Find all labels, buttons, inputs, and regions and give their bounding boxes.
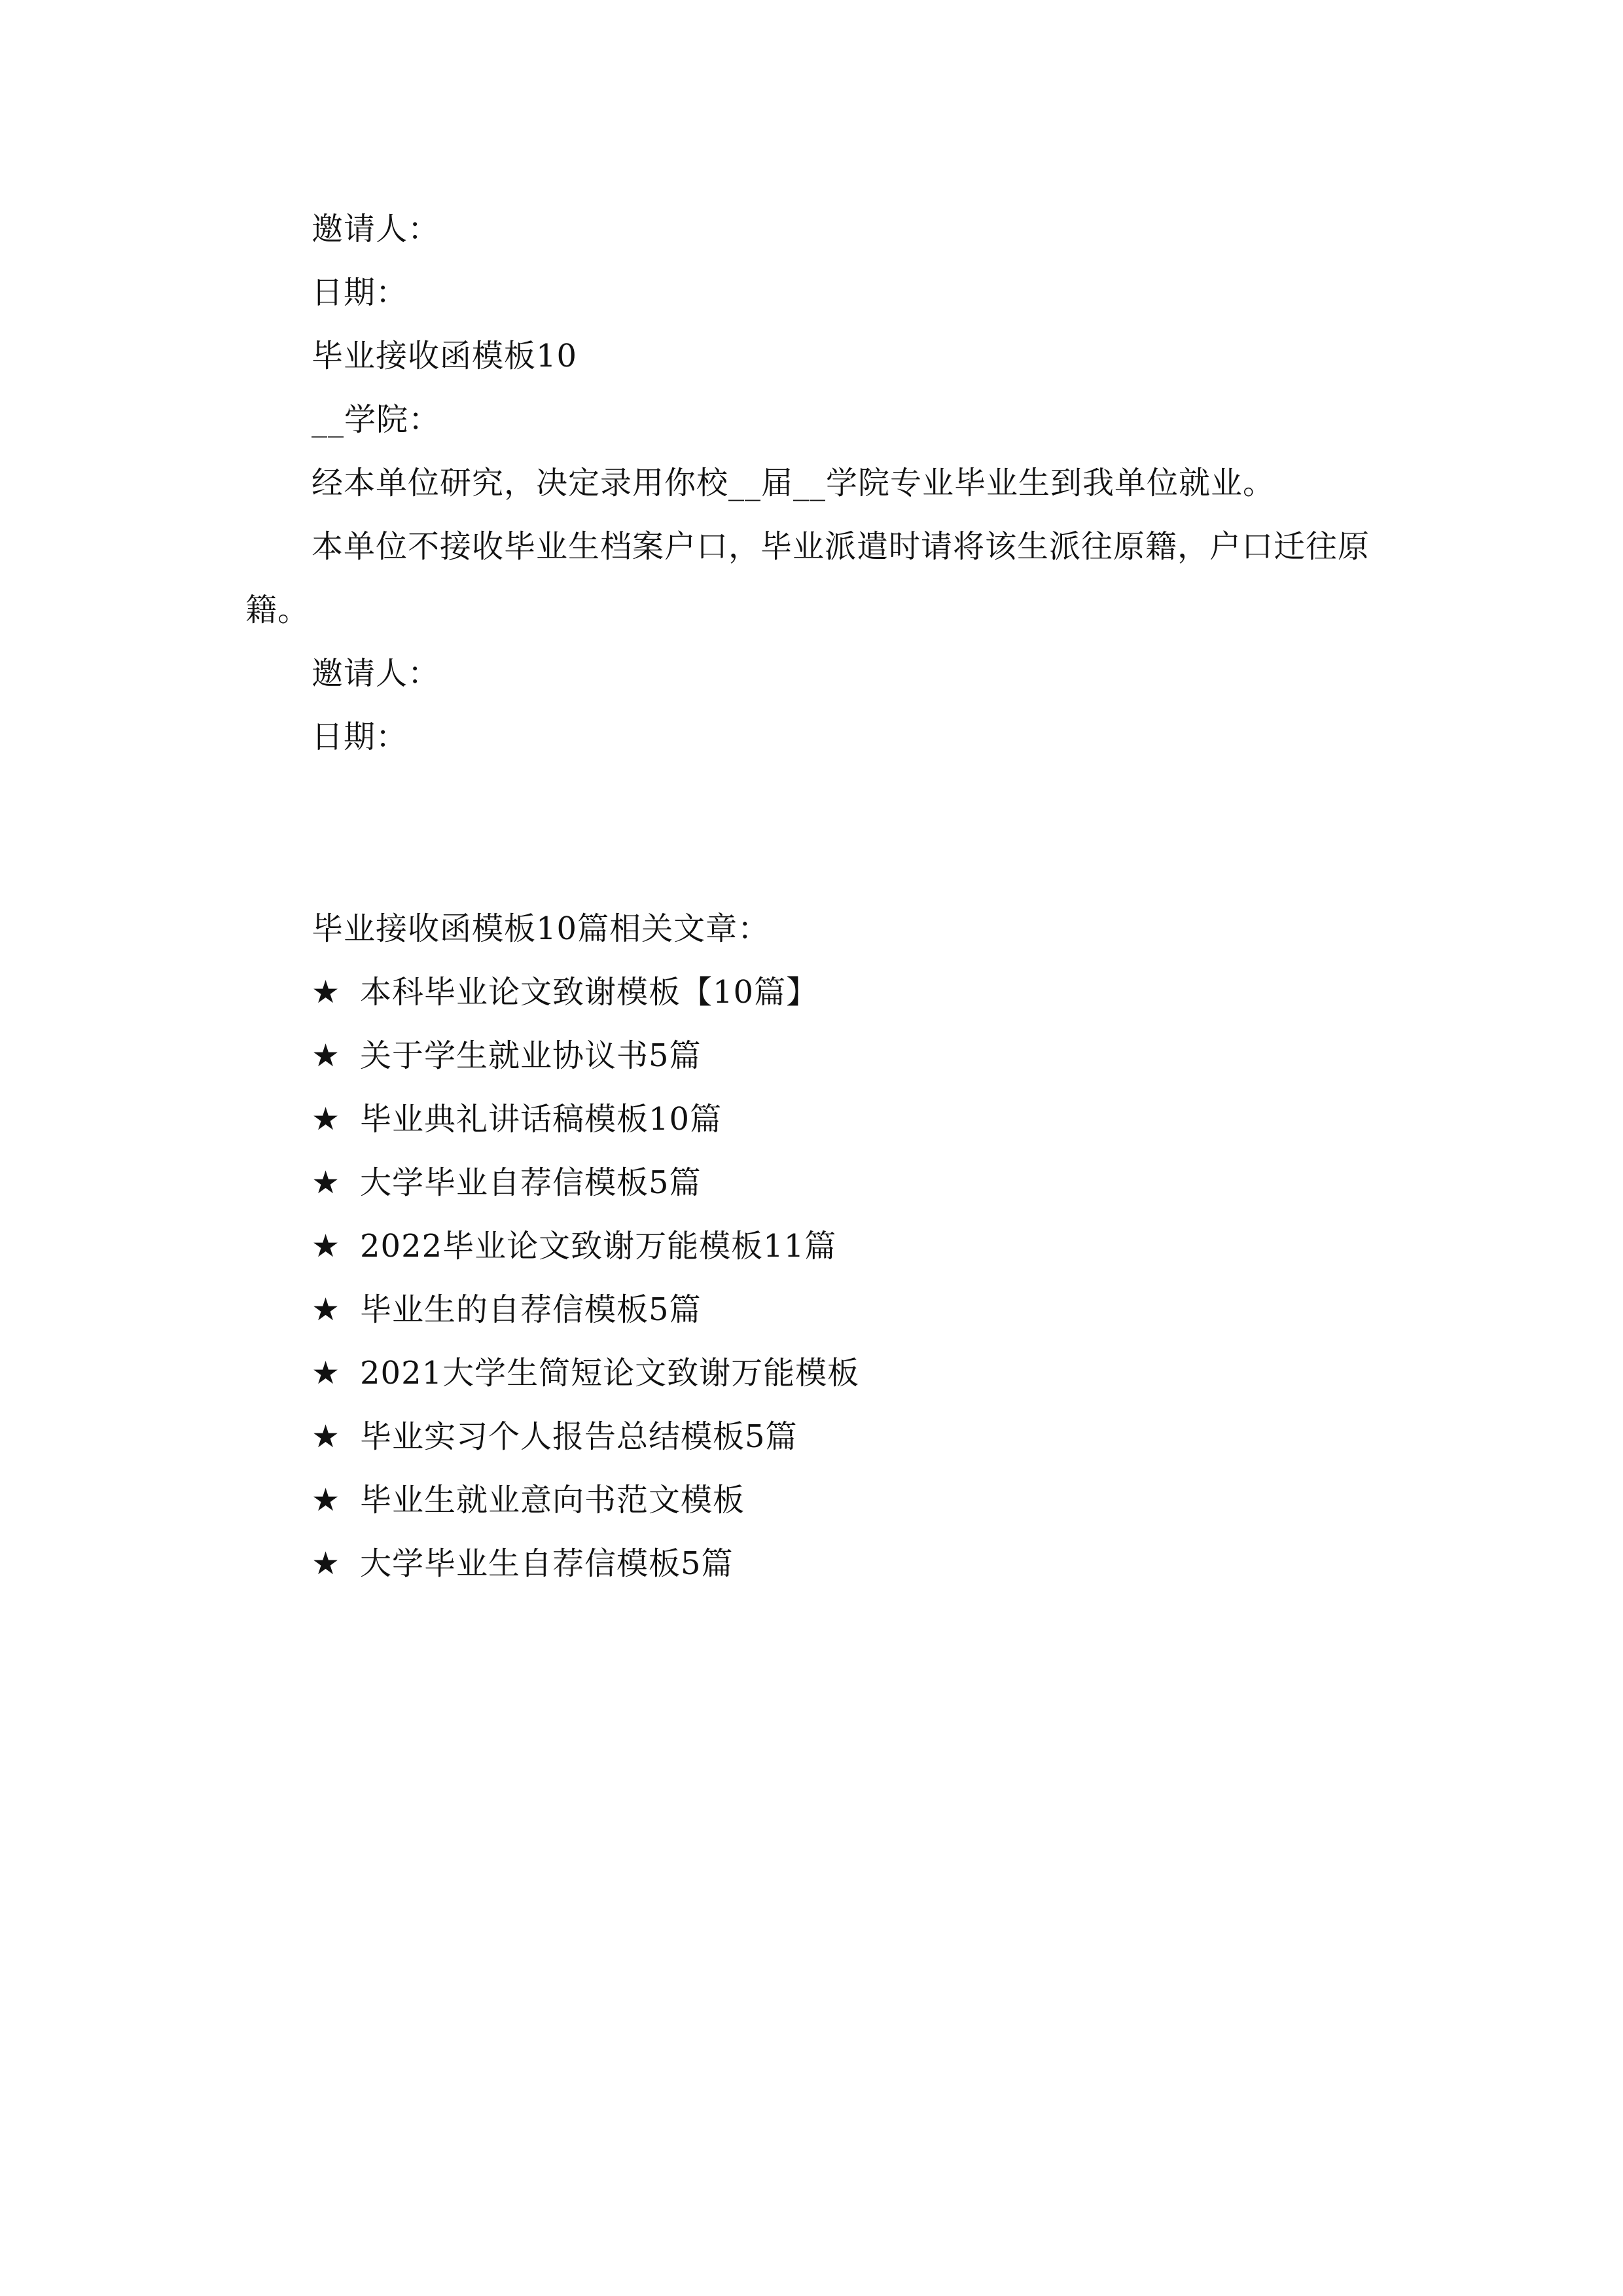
related-article-item[interactable] bbox=[312, 1354, 859, 1393]
inviter-label: 邀请人： bbox=[312, 655, 440, 692]
paragraph-archive-note-continued: 籍。 bbox=[245, 592, 310, 628]
related-articles-heading: 毕业接收函模板10篇相关文章： bbox=[312, 910, 770, 947]
star-icon: ★ bbox=[312, 1355, 341, 1391]
star-icon: ★ bbox=[312, 1101, 341, 1138]
addressee: __学院： bbox=[312, 401, 441, 438]
related-article-link[interactable]: 本科毕业论文致谢模板【10篇】 bbox=[360, 974, 819, 1011]
related-article-link[interactable]: 毕业生就业意向书范文模板 bbox=[360, 1482, 745, 1518]
related-article-link[interactable]: 关于学生就业协议书5篇 bbox=[360, 1037, 702, 1074]
paragraph-hiring-decision: 经本单位研究，决定录用你校__届__学院专业毕业生到我单位就业。 bbox=[312, 465, 1275, 501]
related-article-link[interactable]: 毕业实习个人报告总结模板5篇 bbox=[360, 1418, 798, 1455]
related-article-link[interactable]: 毕业生的自荐信模板5篇 bbox=[360, 1291, 702, 1328]
related-article-item[interactable] bbox=[312, 1100, 722, 1139]
related-article-link[interactable]: 2021大学生简短论文致谢万能模板 bbox=[360, 1355, 860, 1391]
star-icon: ★ bbox=[312, 1418, 341, 1455]
inviter-label: 邀请人： bbox=[312, 211, 440, 247]
paragraph-archive-note: 本单位不接收毕业生档案户口，毕业派遣时请将该生派往原籍，户口迁往原 bbox=[312, 528, 1370, 565]
related-article-link[interactable]: 大学毕业生自荐信模板5篇 bbox=[360, 1545, 734, 1582]
related-article-item[interactable] bbox=[312, 1227, 836, 1266]
letter-heading: 毕业接收函模板10 bbox=[312, 338, 578, 374]
star-icon: ★ bbox=[312, 1228, 341, 1265]
date-label: 日期： bbox=[312, 719, 408, 755]
date-label: 日期： bbox=[312, 274, 408, 311]
star-icon: ★ bbox=[312, 1037, 341, 1074]
star-icon: ★ bbox=[312, 1291, 341, 1328]
related-article-item[interactable] bbox=[312, 1544, 734, 1583]
star-icon: ★ bbox=[312, 974, 341, 1011]
related-article-item[interactable] bbox=[312, 1417, 798, 1456]
related-article-item[interactable] bbox=[312, 1290, 702, 1329]
star-icon: ★ bbox=[312, 1545, 341, 1582]
related-article-link[interactable]: 大学毕业自荐信模板5篇 bbox=[360, 1164, 702, 1201]
related-article-item[interactable] bbox=[312, 1480, 745, 1520]
related-article-item[interactable] bbox=[312, 973, 818, 1012]
star-icon: ★ bbox=[312, 1482, 341, 1518]
star-icon: ★ bbox=[312, 1164, 341, 1201]
related-article-item[interactable] bbox=[312, 1036, 702, 1075]
related-article-link[interactable]: 2022毕业论文致谢万能模板11篇 bbox=[360, 1228, 837, 1265]
related-article-link[interactable]: 毕业典礼讲话稿模板10篇 bbox=[360, 1101, 722, 1138]
related-article-item[interactable] bbox=[312, 1163, 702, 1202]
